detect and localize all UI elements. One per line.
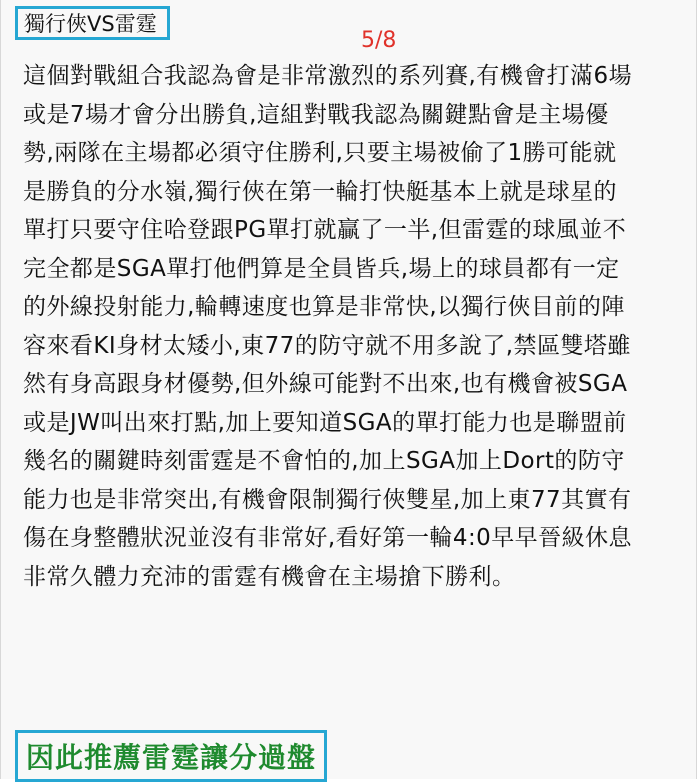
matchup-title: 獨行俠VS雷霆 (15, 6, 170, 40)
paragraph-line: 容來看KI身材太矮小,東77的防守就不用多說了,禁區雙塔雖 (23, 332, 631, 359)
recommendation-banner: 因此推薦雷霆讓分過盤 (15, 730, 327, 782)
paragraph-line: 這個對戰組合我認為會是非常激烈的系列賽,有機會打滿6場 (23, 63, 633, 89)
paragraph-line: 完全都是SGA單打他們算是全員皆兵,場上的球員都有一定 (23, 255, 620, 282)
analysis-paragraph (23, 57, 632, 596)
paragraph-line: 然有身高跟身材優勢,但外線可能對不出來,也有機會被SGA (23, 371, 628, 397)
paragraph-line: 或是7場才會分出勝負,這組對戰我認為關鍵點會是主場優 (23, 101, 609, 128)
paragraph-line: 的外線投射能力,輪轉速度也算是非常快,以獨行俠目前的陣 (23, 294, 625, 320)
paragraph-line: 或是JW叫出來打點,加上要知道SGA的單打能力也是聯盟前 (23, 409, 627, 436)
paragraph-line: 能力也是非常突出,有機會限制獨行俠雙星,加上東77其實有 (23, 486, 632, 513)
page-indicator: 5/8 (361, 28, 397, 53)
paragraph-line: 幾名的關鍵時刻雷霆是不會怕的,加上SGA加上Dort的防守 (23, 448, 625, 474)
paragraph-line: 單打只要守住哈登跟PG單打就贏了一半,但雷霆的球風並不 (23, 217, 627, 243)
paragraph-line: 傷在身整體狀況並沒有非常好,看好第一輪4:0早早晉級休息 (23, 525, 632, 551)
paragraph-line: 是勝負的分水嶺,獨行俠在第一輪打快艇基本上就是球星的 (23, 178, 618, 205)
paragraph-line: 勢,兩隊在主場都必須守住勝利,只要主場被偷了1勝可能就 (23, 140, 617, 166)
paragraph-line: 非常久體力充沛的雷霆有機會在主場搶下勝利。 (23, 563, 516, 590)
